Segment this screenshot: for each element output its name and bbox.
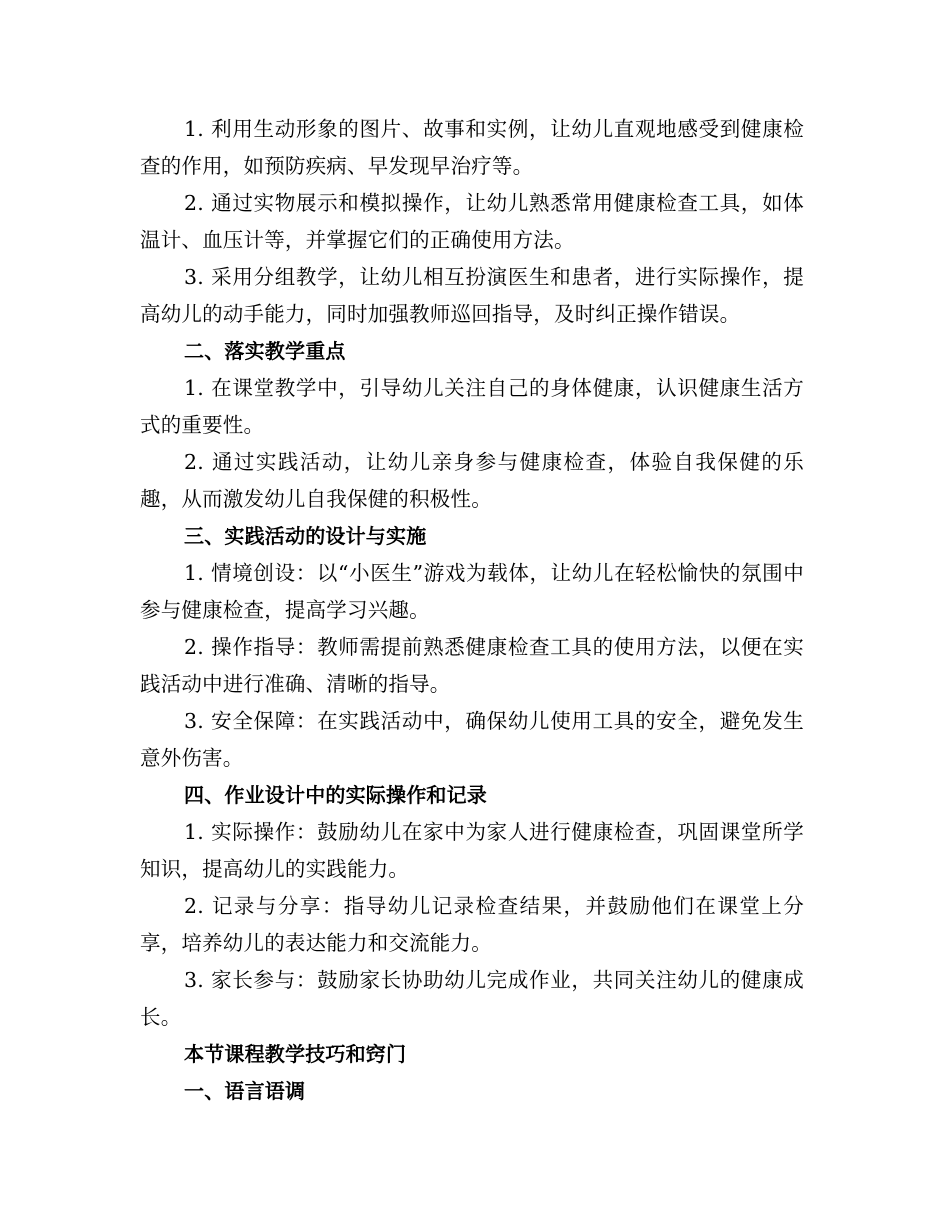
paragraph: 1. 情境创设：以“小医生”游戏为载体，让幼儿在轻松愉快的氛围中参与健康检查，提高学习兴趣。 bbox=[140, 561, 804, 622]
section-heading: 三、实践活动的设计与实施 bbox=[184, 524, 427, 548]
paragraph: 2. 通过实践活动，让幼儿亲身参与健康检查，体验自我保健的乐趣，从而激发幼儿自我保健的积极性。 bbox=[140, 450, 804, 511]
section-heading: 本节课程教学技巧和窍门 bbox=[184, 1042, 407, 1066]
paragraph: 2. 通过实物展示和模拟操作，让幼儿熟悉常用健康检查工具，如体温计、血压计等，并掌握它们的正确使用方法。 bbox=[140, 191, 804, 252]
paragraph: 2. 操作指导：教师需提前熟悉健康检查工具的使用方法，以便在实践活动中进行准确、清晰的指导。 bbox=[140, 635, 804, 696]
section-heading: 一、语言语调 bbox=[184, 1079, 306, 1103]
paragraph: 1. 利用生动形象的图片、故事和实例，让幼儿直观地感受到健康检查的作用，如预防疾病、早发现早治疗等。 bbox=[140, 117, 804, 178]
paragraph: 1. 在课堂教学中，引导幼儿关注自己的身体健康，认识健康生活方式的重要性。 bbox=[140, 376, 804, 437]
document-page bbox=[140, 111, 804, 1110]
paragraph: 1. 实际操作：鼓励幼儿在家中为家人进行健康检查，巩固课堂所学知识，提高幼儿的实践能力。 bbox=[140, 820, 804, 881]
paragraph: 2. 记录与分享：指导幼儿记录检查结果，并鼓励他们在课堂上分享，培养幼儿的表达能力和交流能力。 bbox=[140, 894, 804, 955]
section-heading: 二、落实教学重点 bbox=[184, 339, 346, 363]
paragraph: 3. 安全保障：在实践活动中，确保幼儿使用工具的安全，避免发生意外伤害。 bbox=[140, 709, 804, 770]
paragraph: 3. 采用分组教学，让幼儿相互扮演医生和患者，进行实际操作，提高幼儿的动手能力，同时加强教师巡回指导，及时纠正操作错误。 bbox=[140, 265, 804, 326]
paragraph: 3. 家长参与：鼓励家长协助幼儿完成作业，共同关注幼儿的健康成长。 bbox=[140, 968, 804, 1029]
section-heading: 四、作业设计中的实际操作和记录 bbox=[184, 783, 487, 807]
